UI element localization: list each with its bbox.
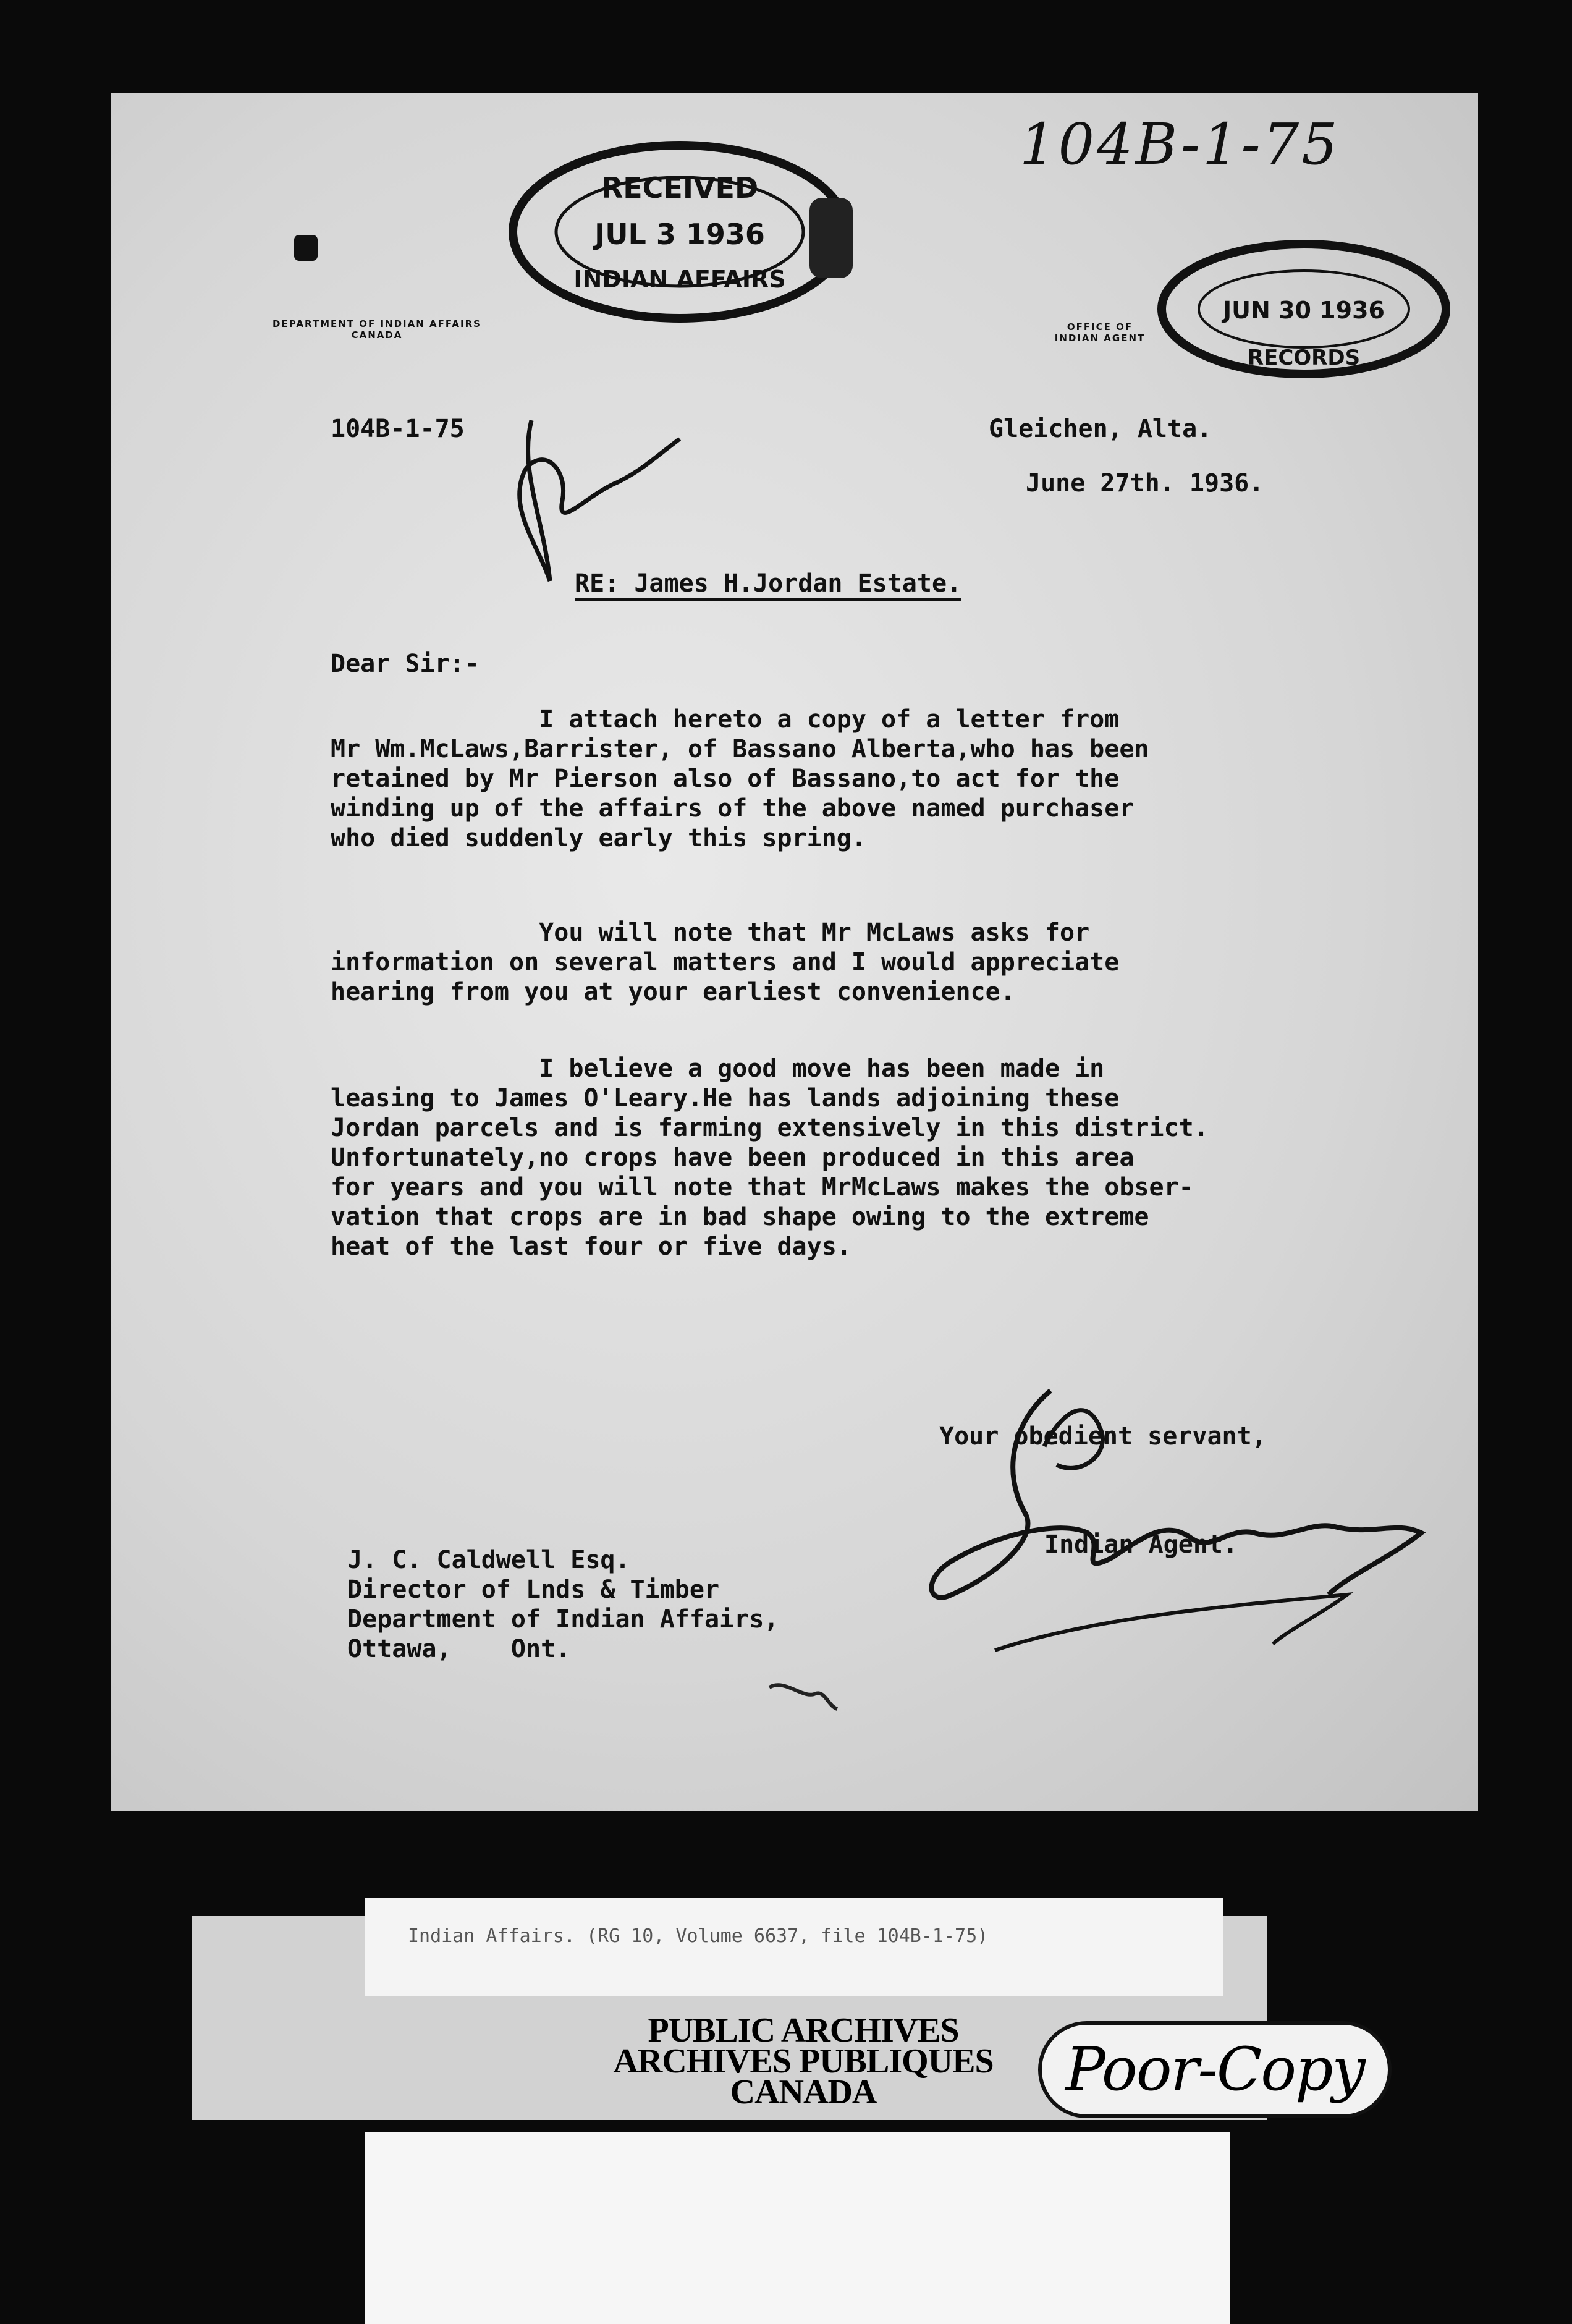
archive-caption: Indian Affairs. (RG 10, Volume 6637, file 104B-1-75) <box>408 1925 989 1947</box>
poor-copy-stamp: Poor-Copy <box>1038 2021 1392 2118</box>
received-stamp-date: JUL 3 1936 <box>594 218 765 251</box>
paragraph-line: vation that crops are in bad shape owing to the extreme <box>331 1203 1149 1231</box>
paragraph-line: heat of the last four or five days. <box>331 1232 852 1261</box>
paragraph-line: who died suddenly early this spring. <box>331 824 866 852</box>
paragraph-3 <box>331 1054 1209 1262</box>
blank-card <box>365 2132 1230 2324</box>
received-stamp-bottom: INDIAN AFFAIRS <box>573 266 786 293</box>
closing: Your obedient servant, <box>939 1422 1267 1451</box>
signature-title: Indian Agent. <box>1044 1530 1238 1559</box>
addressee-line: J. C. Caldwell Esq. <box>347 1546 630 1574</box>
ink-mark <box>294 235 318 261</box>
addressee-line: Ottawa, Ont. <box>347 1635 571 1663</box>
archive-label-card <box>365 1898 1223 1996</box>
addressee-line: Director of Lnds & Timber <box>347 1575 720 1604</box>
place: Gleichen, Alta. <box>989 415 1212 443</box>
letterhead-left <box>204 318 550 341</box>
subject-line: RE: James H.Jordan Estate. <box>575 569 961 601</box>
paragraph-line: retained by Mr Pierson also of Bassano,to act for the <box>331 765 1120 793</box>
paragraph-line: You will note that Mr McLaws asks for <box>331 918 1090 947</box>
letterhead-country: CANADA <box>351 329 403 341</box>
letterhead-office: OFFICE OF <box>1067 321 1133 333</box>
letterhead-right <box>1013 321 1186 344</box>
paragraph-1 <box>331 705 1149 853</box>
archives-line: ARCHIVES PUBLIQUES <box>613 2042 994 2080</box>
paragraph-line: for years and you will note that MrMcLaws makes the obser- <box>331 1173 1194 1202</box>
received-stamp-top: RECEIVED <box>601 171 759 205</box>
handwritten-file-reference: 104B-1-75 <box>1020 111 1340 177</box>
archives-line: CANADA <box>730 2073 877 2111</box>
paragraph-2 <box>331 918 1119 1007</box>
archives-line: PUBLIC ARCHIVES <box>648 2011 959 2050</box>
paragraph-line: Jordan parcels and is farming extensively in this district. <box>331 1114 1209 1142</box>
letterhead-department: DEPARTMENT OF INDIAN AFFAIRS <box>273 318 481 329</box>
scribble-mark <box>766 1675 840 1718</box>
paragraph-line: I attach hereto a copy of a letter from <box>331 705 1120 734</box>
public-archives-stamp <box>587 2011 1020 2111</box>
paragraph-line: I believe a good move has been made in <box>331 1054 1105 1083</box>
addressee-line: Department of Indian Affairs, <box>347 1605 779 1634</box>
addressee-block <box>347 1545 779 1664</box>
records-stamp-bottom: RECORDS <box>1247 346 1361 370</box>
letterhead-agent: INDIAN AGENT <box>1054 333 1146 344</box>
file-number: 104B-1-75 <box>331 415 465 443</box>
paragraph-line: Unfortunately,no crops have been produced in this area <box>331 1143 1135 1172</box>
paragraph-line: winding up of the affairs of the above named purchaser <box>331 794 1135 823</box>
salutation: Dear Sir:- <box>331 650 480 678</box>
paragraph-line: hearing from you at your earliest convenience. <box>331 978 1015 1006</box>
letter-date: June 27th. 1936. <box>1026 469 1264 498</box>
paragraph-line: leasing to James O'Leary.He has lands adjoining these <box>331 1084 1120 1113</box>
records-stamp <box>1149 229 1458 389</box>
received-stamp <box>494 130 877 334</box>
letter-page <box>111 93 1478 1811</box>
records-stamp-date: JUN 30 1936 <box>1223 297 1385 324</box>
paragraph-line: Mr Wm.McLaws,Barrister, of Bassano Alberta,who has been <box>331 735 1149 763</box>
paragraph-line: information on several matters and I would appreciate <box>331 948 1120 977</box>
